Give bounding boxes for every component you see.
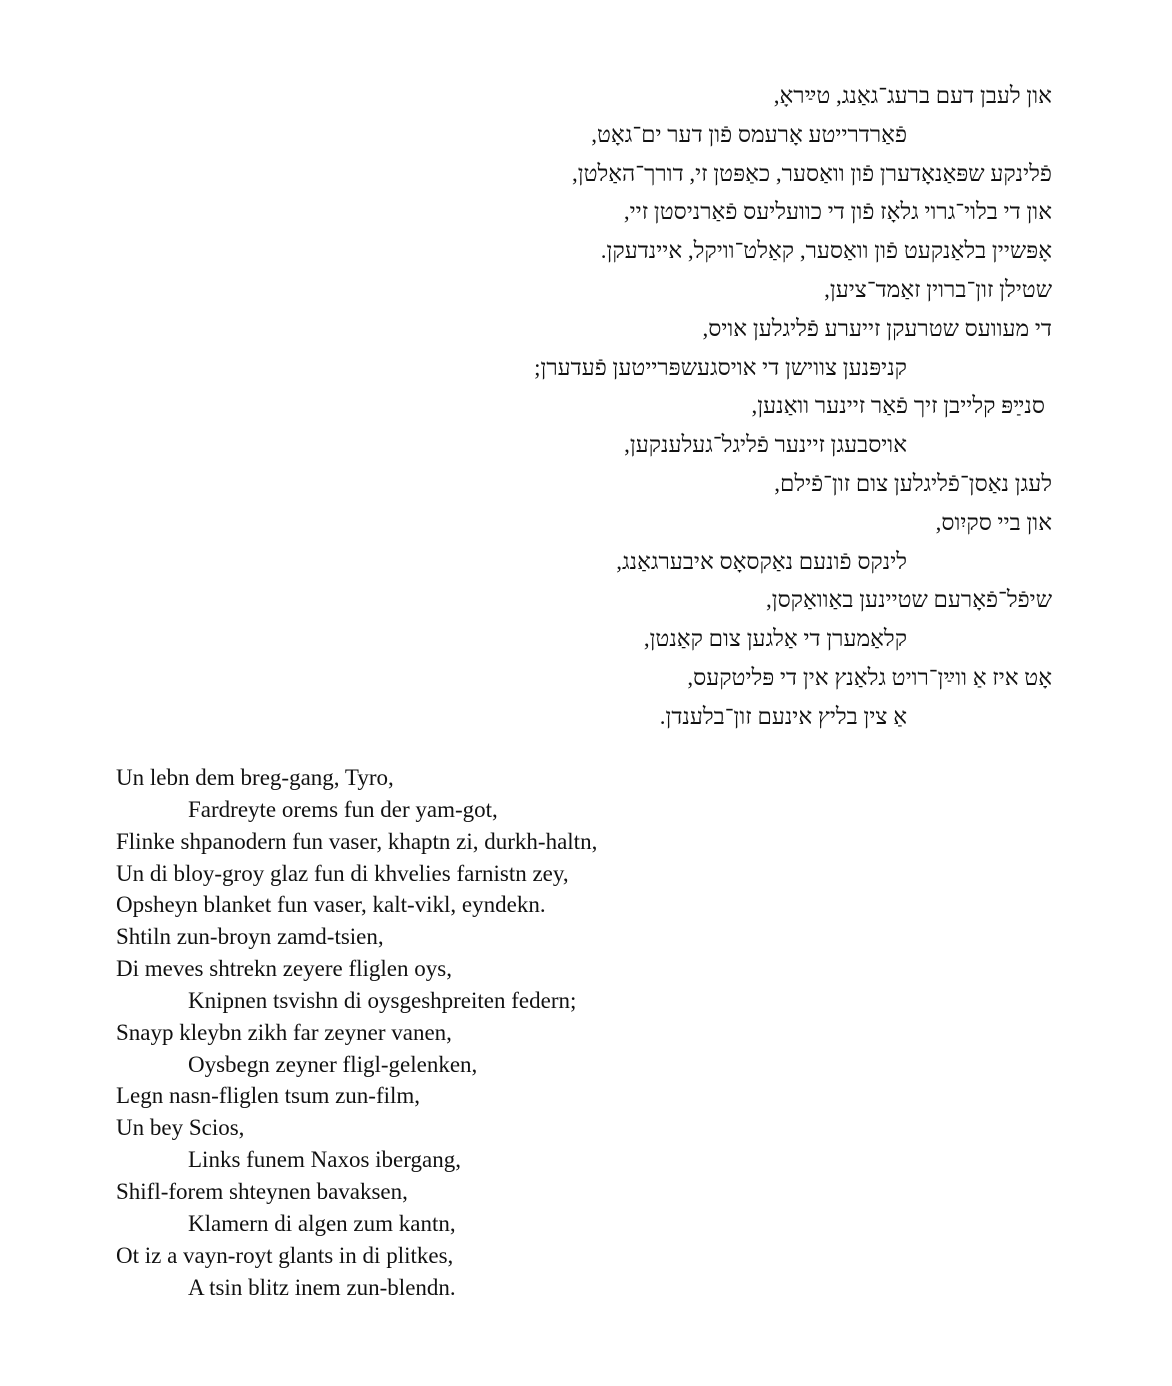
yiddish-line: די מעוועס שטרעקן זייערע פֿליגלען אויס, xyxy=(702,315,1052,341)
transliteration-poem xyxy=(116,762,597,1303)
yiddish-poem xyxy=(534,77,1052,737)
yiddish-line: אויסבעגן זיינער פֿליגל־געלענקען, xyxy=(624,432,907,458)
transliteration-line: Oysbegn zeyner fligl-gelenken, xyxy=(188,1051,478,1077)
yiddish-line: פֿלינקע שפּאַנאָדערן פֿון וואַסער, כאַפּטן זי, דורך־האַלטן, xyxy=(571,160,1052,186)
transliteration-line: Snayp kleybn zikh far zeyner vanen, xyxy=(116,1019,452,1045)
transliteration-line: Un lebn dem breg-gang, Tyro, xyxy=(116,765,394,790)
yiddish-line: לינקס פֿונעם נאַקסאָס איבערגאַנג, xyxy=(616,548,907,574)
transliteration-line: Flinke shpanodern fun vaser, khaptn zi, durkh-haltn, xyxy=(116,828,598,854)
yiddish-line: לעגן נאַסן־פֿליגלען צום זון־פֿילם, xyxy=(774,470,1052,496)
yiddish-line: און ביי סקיִוס, xyxy=(935,509,1052,535)
transliteration-line: Opsheyn blanket fun vaser, kalt-vikl, eyndekn. xyxy=(116,892,546,918)
transliteration-line: Knipnen tsvishn di oysgeshpreiten federn; xyxy=(188,987,577,1013)
yiddish-line: שטילן זון־ברוין זאַמד־ציען, xyxy=(824,276,1052,302)
transliteration-line: Links funem Naxos ibergang, xyxy=(188,1147,461,1173)
yiddish-line: שיפֿל־פֿאָרעם שטיינען באַוואַקסן, xyxy=(765,587,1052,613)
transliteration-line: Shifl-forem shteynen bavaksen, xyxy=(116,1178,408,1204)
yiddish-line: און די בלוי־גרוי גלאָז פֿון די כוועליעס פֿאַרניסטן זיי, xyxy=(623,199,1052,225)
transliteration-line: Klamern di algen zum kantn, xyxy=(188,1210,456,1236)
yiddish-line: קלאַמערן די אַלגען צום קאַנטן, xyxy=(643,626,907,652)
transliteration-line: Legn nasn-fliglen tsum zun-film, xyxy=(116,1083,421,1109)
yiddish-line: און לעבן דעם ברעג־גאַנג, טײַראָ, xyxy=(773,83,1052,108)
yiddish-line: קניפּנען צווישן די אויסגעשפּרייטען פֿעדערן; xyxy=(534,354,907,380)
transliteration-line: Di meves shtrekn zeyere fliglen oys, xyxy=(116,956,452,982)
yiddish-line: אָט איז אַ ווײַן־רויט גלאַנץ אין די פּליטקעס, xyxy=(687,664,1052,690)
transliteration-line: A tsin blitz inem zun-blendn. xyxy=(188,1274,456,1300)
yiddish-line: אָפּשיין בלאַנקעט פֿון וואַסער, קאַלט־וויקל, איינדעקן. xyxy=(600,238,1052,264)
transliteration-line: Ot iz a vayn-royt glants in di plitkes, xyxy=(116,1242,454,1268)
transliteration-line: Un bey Scios, xyxy=(116,1115,245,1141)
yiddish-line: אַ צין בליץ אינעם זון־בלענדן. xyxy=(659,703,907,729)
transliteration-line: Fardreyte orems fun der yam-got, xyxy=(188,796,498,822)
yiddish-line: פֿאַרדרייטע אָרעמס פֿון דער ים־גאָט, xyxy=(591,121,907,147)
transliteration-line: Un di bloy-groy glaz fun di khvelies farnistn zey, xyxy=(116,860,569,886)
yiddish-line: סנײַפּ קלייבן זיך פֿאַר זיינער וואַנען, xyxy=(751,393,1045,419)
transliteration-line: Shtiln zun-broyn zamd-tsien, xyxy=(116,924,384,950)
